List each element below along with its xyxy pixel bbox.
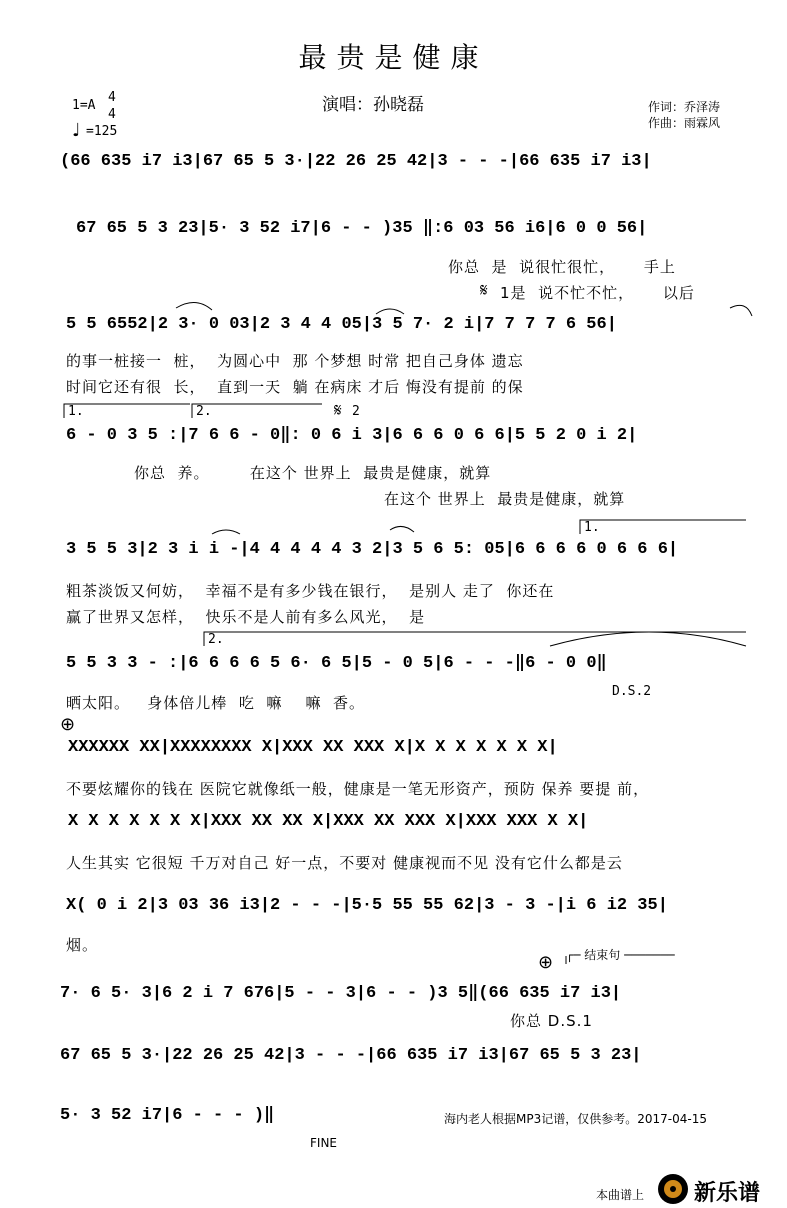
score-row-8: X X X X X X X|XXX XX XX X|XXX XX XXX X|XXX XXX X X| [68, 812, 589, 831]
score-row-3: 5 5 6552|2 3· 0 03|2 3 4 4 05|3 5 7· 2 i|7 7 7 7 6 56| [66, 315, 617, 334]
lyric-row-4b: 在这个 世界上 最贵是健康，就算 [384, 490, 626, 508]
lyric-row-3a: 的事一桩接一 桩， 为圆心中 那 个梦想 时常 把自己身体 遗忘 [66, 352, 524, 370]
volta-2-label: 2. [196, 404, 212, 419]
lyric-row-6: 晒太阳。 身体倍儿棒 吃 嘛 嘛 香。 [66, 694, 365, 712]
ds-2-marker: D.S.2 [612, 684, 652, 699]
footer-label: 本曲谱上 [596, 1188, 645, 1202]
transcription-note: 海内老人根据MP3记谱，仅供参考。2017-04-15 [444, 1112, 707, 1126]
segno-icon: 𝄋 [480, 280, 488, 301]
quarter-note-icon: ♩ [72, 120, 81, 141]
singer-line: 演唱：孙晓磊 [322, 95, 424, 115]
lyric-row-2b: 1是 说不忙不忙， 以后 [500, 284, 695, 302]
lyricist: 作词：乔泽涛 [648, 100, 721, 114]
lyric-row-10: 你总 D.S.1 [510, 1012, 593, 1030]
score-row-12: 5· 3 52 i7|6 - - - )‖ [60, 1106, 275, 1125]
score-row-11: 67 65 5 3·|22 26 25 42|3 - - -|66 635 i7 i3|67 65 5 3 23| [60, 1046, 642, 1065]
score-row-6: 5 5 3 3 - :|6 6 6 6 5 6· 6 5|5 - 0 5|6 - - -‖6 - 0 0‖ [66, 654, 607, 673]
lyric-row-7: 不要炫耀你的钱在 医院它就像纸一般，健康是一笔无形资产，预防 保养 要提 前， [66, 780, 650, 798]
brand-logo-text: 新乐谱 [694, 1181, 761, 1206]
song-title: 最贵是健康 [298, 41, 489, 74]
score-row-1: (66 635 i7 i3|67 65 5 3·|22 26 25 42|3 - - -|66 635 i7 i3| [60, 152, 652, 171]
key-signature: 1=A [72, 98, 96, 113]
time-signature-top: 4 [108, 90, 116, 105]
score-row-10: 7· 6 5· 3|6 2 i 7 676|5 - - 3|6 - - )3 5‖(66 635 i7 i3| [60, 984, 622, 1003]
tempo: =125 [86, 124, 118, 139]
lyric-row-5a: 粗茶淡饭又何妨， 幸福不是有多少钱在银行， 是别人 走了 你还在 [66, 582, 555, 600]
coda-icon: ⊕ [60, 714, 76, 735]
volta-1-label: 1. [68, 404, 84, 419]
lyric-row-8: 人生其实 它很短 千万对自己 好一点，不要对 健康视而不见 没有它什么都是云 [66, 854, 623, 872]
ending-section-label: ┌─ 结束句 ─────── [566, 948, 675, 962]
segno-icon: 𝄋 [334, 400, 342, 421]
lyric-row-5b: 赢了世界又怎样， 快乐不是人前有多么风光， 是 [66, 608, 426, 626]
score-row-7: XXXXXX XX|XXXXXXXX X|XXX XX XXX X|X X X X X X X| [68, 738, 558, 757]
lyric-row-3b: 时间它还有很 长， 直到一天 躺 在病床 才后 悔没有提前 的保 [66, 378, 524, 396]
lyric-row-9: 烟。 [66, 936, 99, 954]
lyric-row-2a: 你总 是 说很忙很忙， 手上 [448, 258, 676, 276]
segno-2-label: 2 [352, 404, 360, 419]
volta-1-label: 1. [584, 520, 600, 535]
time-signature-bottom: 4 [108, 107, 116, 122]
score-row-9: X( 0 i 2|3 03 36 i3|2 - - -|5·5 55 55 62|3 - 3 -|i 6 i2 35| [66, 896, 668, 915]
volta-2-label: 2. [208, 632, 224, 647]
lyric-row-4a: 你总 养。 在这个 世界上 最贵是健康，就算 [134, 464, 492, 482]
score-row-5: 3 5 5 3|2 3 i i -|4 4 4 4 4 3 2|3 5 6 5: 05|6 6 6 6 0 6 6 6| [66, 540, 679, 559]
fine-marker: FINE [310, 1136, 337, 1150]
score-row-4: 6 - 0 3 5 :|7 6 6 - 0‖: 0 6 i 3|6 6 6 0 6 6|5 5 2 0 i 2| [66, 426, 638, 445]
score-row-2: 67 65 5 3 23|5· 3 52 i7|6 - - )35 ‖:6 03 56 i6|6 0 0 56| [76, 219, 648, 238]
coda-icon: ⊕ [538, 952, 554, 973]
composer: 作曲：雨霖风 [648, 116, 721, 130]
